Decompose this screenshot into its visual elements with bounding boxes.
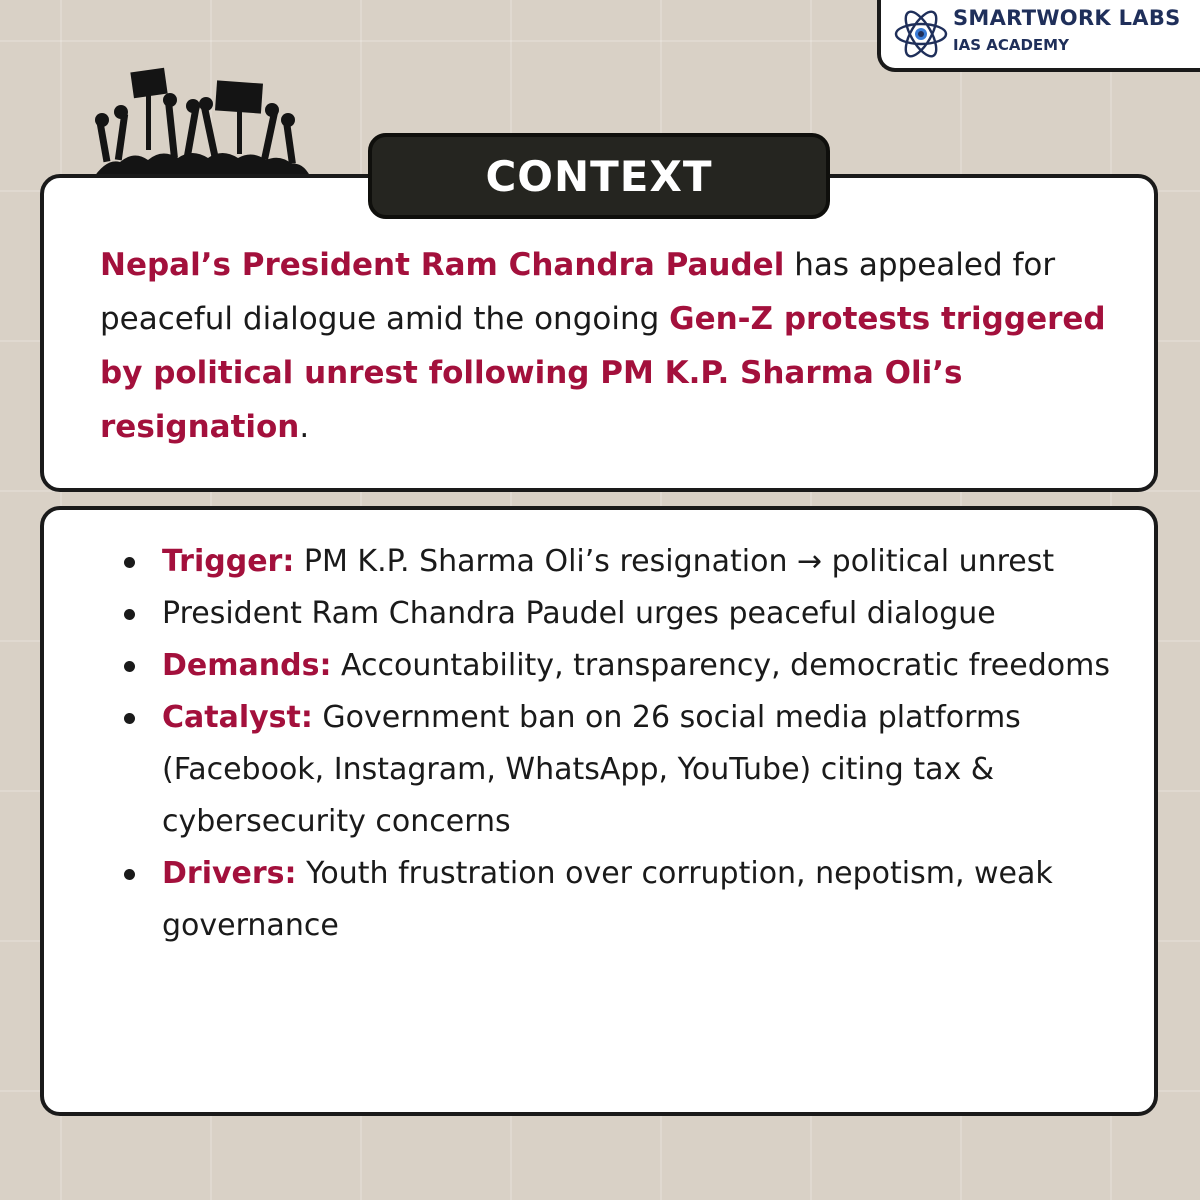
context-text-segment: has appealed for peaceful dialogue amid the ongoing <box>100 247 1056 337</box>
atom-icon <box>893 4 949 64</box>
point-text: Youth frustration over corruption, nepotism, weak governance <box>162 856 1053 943</box>
brand-name: SMARTWORK LABS <box>953 6 1181 30</box>
section-label: CONTEXT <box>368 133 830 219</box>
point-item <box>124 848 1114 952</box>
point-item <box>124 692 1114 848</box>
bullet-icon <box>124 869 135 880</box>
points-list <box>124 536 1114 952</box>
bullet-icon <box>124 661 135 672</box>
context-panel <box>40 174 1158 492</box>
point-text: President Ram Chandra Paudel urges peaceful dialogue <box>162 596 996 631</box>
point-text: Accountability, transparency, democratic freedoms <box>331 648 1110 683</box>
point-text: PM K.P. Sharma Oli’s resignation → political unrest <box>294 544 1055 579</box>
bullet-icon <box>124 609 135 620</box>
point-key: Drivers: <box>162 856 297 891</box>
bullet-icon <box>124 557 135 568</box>
bullet-icon <box>124 713 135 724</box>
context-text-segment: . <box>299 409 310 445</box>
context-paragraph <box>100 238 1110 454</box>
point-key: Trigger: <box>162 544 295 579</box>
point-item <box>124 588 1114 640</box>
point-text: Government ban on 26 social media platforms (Facebook, Instagram, WhatsApp, YouTube) citing tax & cybersecurity concerns <box>162 700 1021 839</box>
point-item <box>124 536 1114 588</box>
brand-logo <box>877 0 1200 72</box>
point-item <box>124 640 1114 692</box>
context-highlight: Nepal’s President Ram Chandra Paudel <box>100 247 785 283</box>
point-key: Demands: <box>162 648 332 683</box>
points-panel <box>40 506 1158 1116</box>
brand-subtitle: IAS ACADEMY <box>953 36 1069 54</box>
context-highlight: Gen-Z protests triggered by political unrest following PM K.P. Sharma Oli’s resignation <box>100 301 1106 445</box>
protest-crowd-icon <box>92 62 312 180</box>
point-key: Catalyst: <box>162 700 313 735</box>
